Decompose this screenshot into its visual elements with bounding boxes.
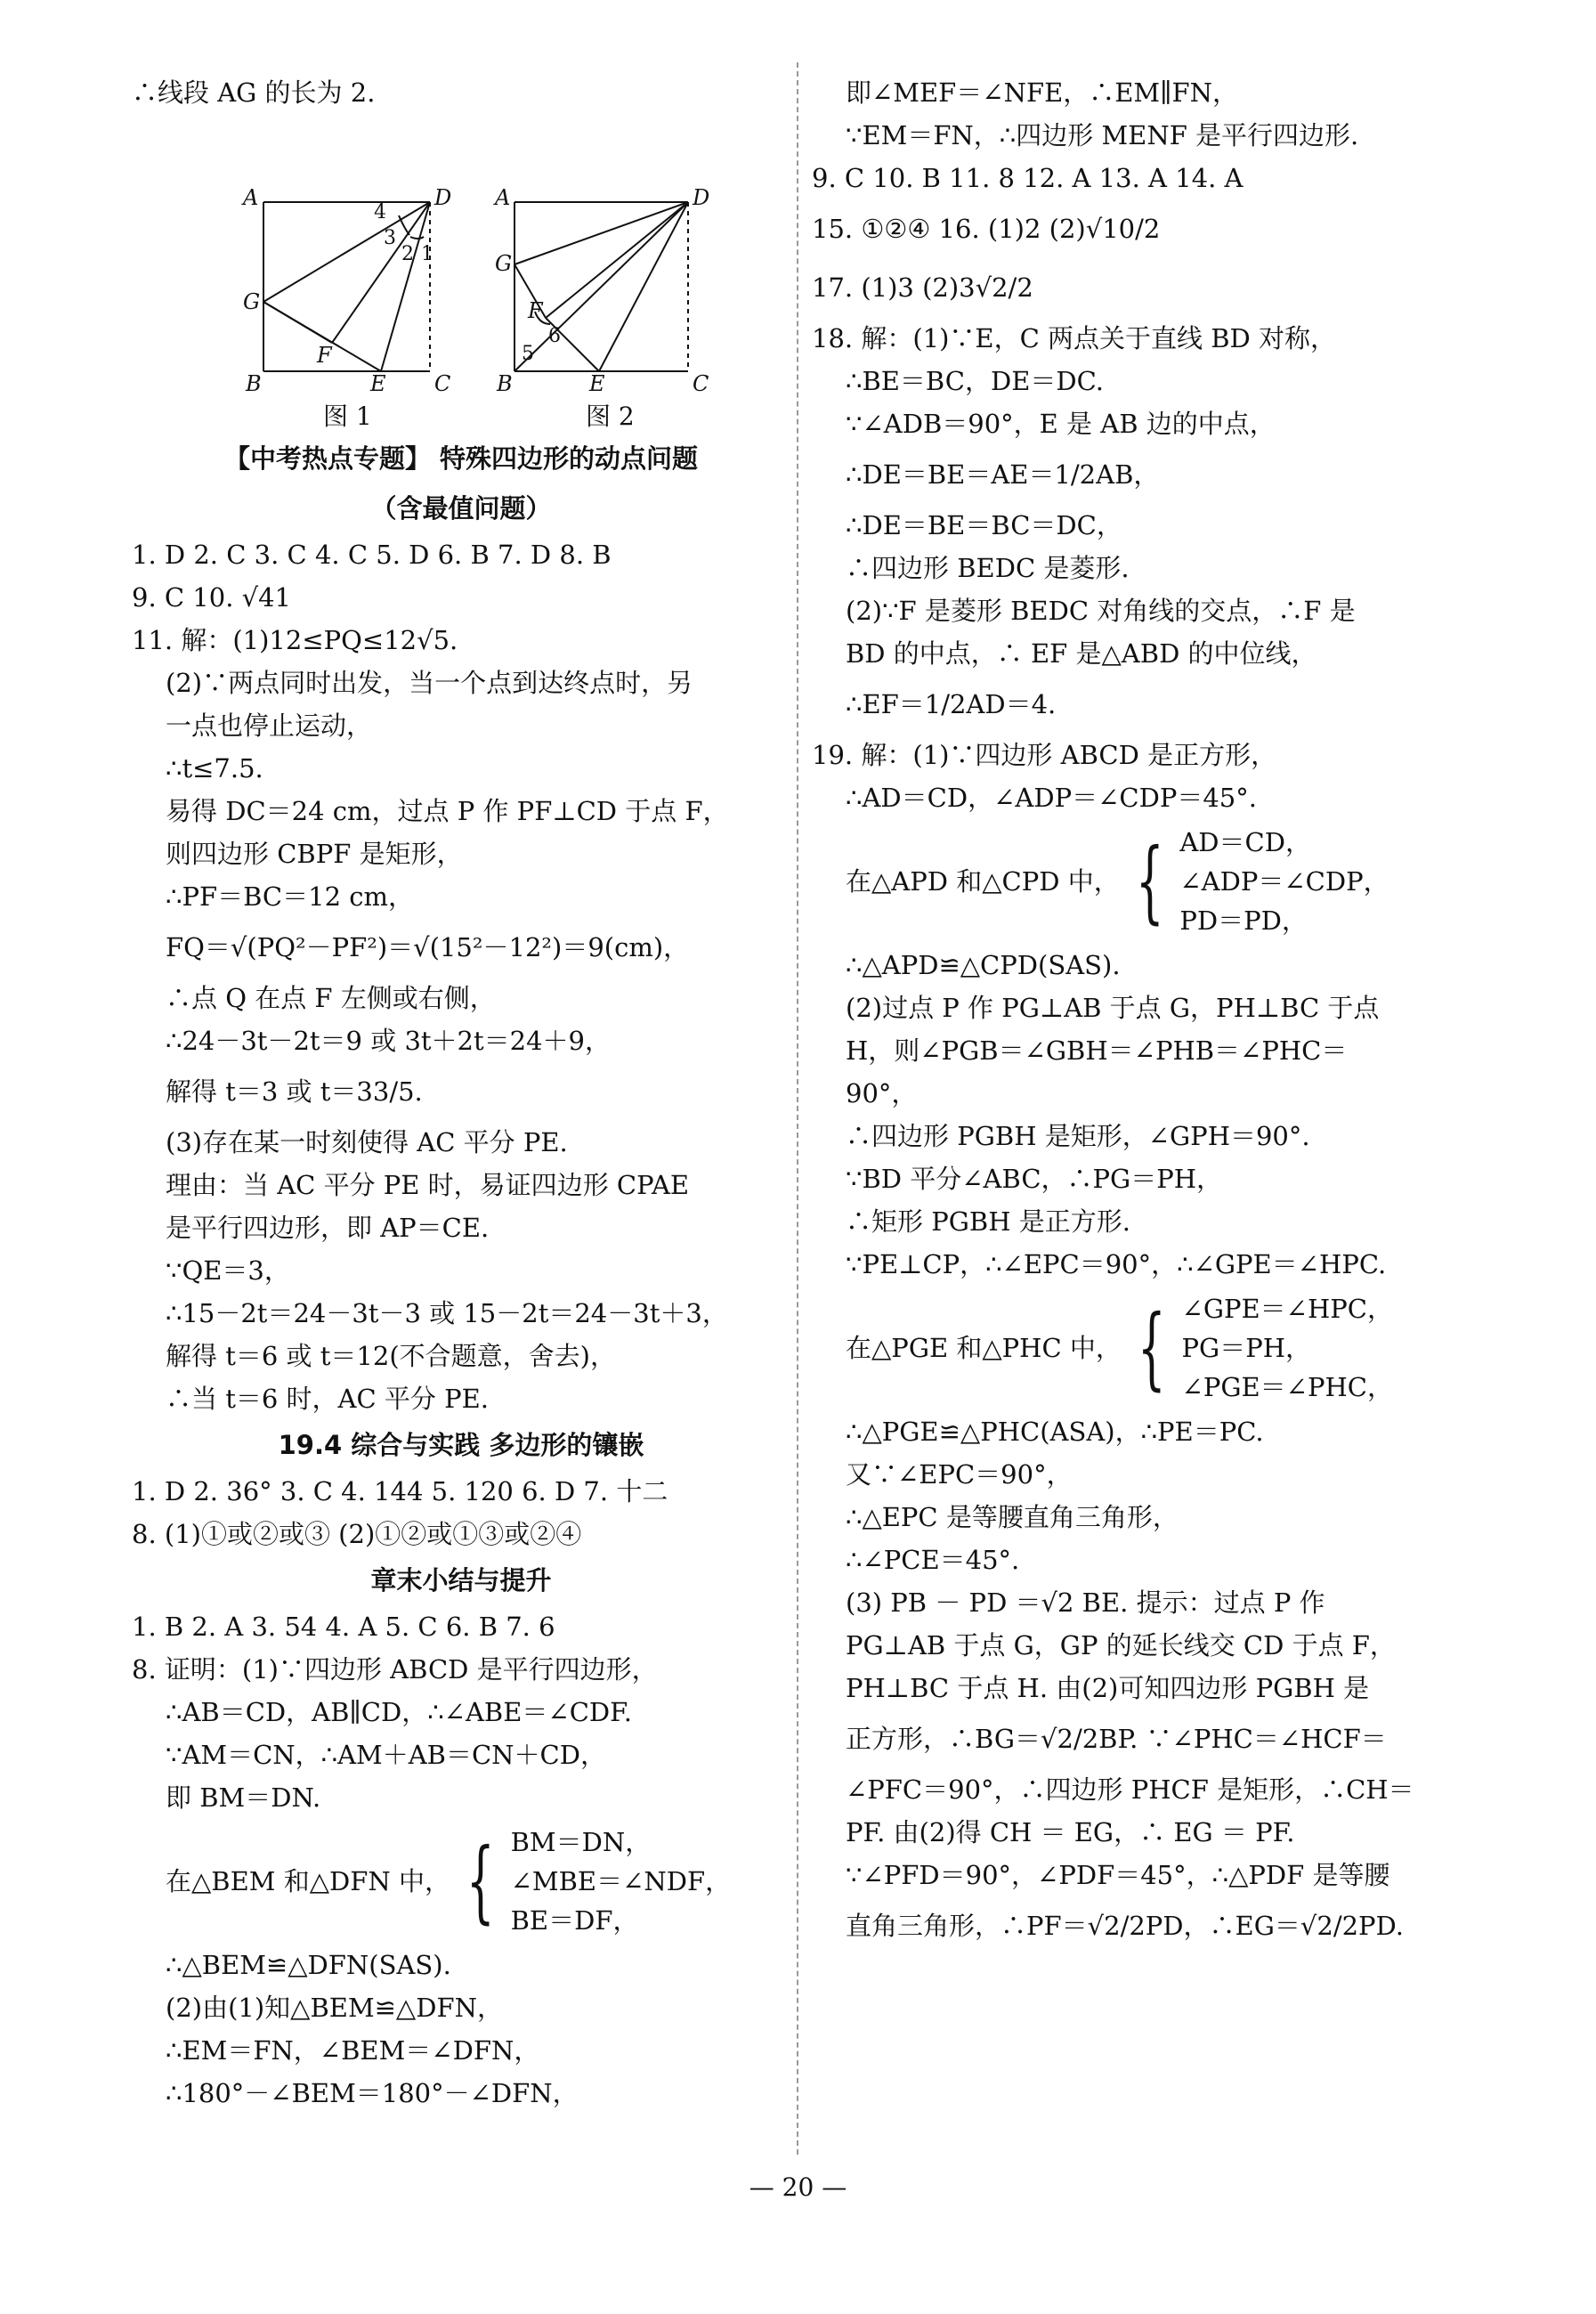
- solution-line: ∴BE＝BC，DE＝DC.: [846, 366, 1105, 396]
- solution-line: ∵QE＝3，: [166, 1255, 290, 1286]
- solution-line: (3) PB － PD ＝√2 BE. 提示：过点 P 作: [846, 1587, 1325, 1618]
- solution-line: ∴当 t＝6 时，AC 平分 PE.: [166, 1384, 490, 1414]
- answer-line: 9. C 10. B 11. 8 12. A 13. A 14. A: [812, 163, 1244, 193]
- solution-line: 一点也停止运动，: [166, 710, 373, 741]
- solution-line: ∴180°－∠BEM＝180°－∠DFN，: [166, 2078, 579, 2108]
- figure-1: [263, 202, 430, 371]
- solution-line: ∴t≤7.5.: [166, 753, 263, 784]
- solution-line: PF. 由(2)得 CH ＝ EG，∴ EG ＝ PF.: [846, 1817, 1295, 1847]
- fig1-label-A: A: [243, 185, 259, 210]
- section-subheading: （含最值问题）: [370, 493, 552, 524]
- system-row: BE＝DF，: [510, 1905, 639, 1936]
- fig2-label-E: E: [589, 371, 605, 396]
- answer-line: 9. C 10. √41: [132, 582, 292, 613]
- answer-line: 15. ①②④ 16. (1)2 (2)√10/2: [812, 214, 1161, 244]
- solution-line: (3)存在某一时刻使得 AC 平分 PE.: [166, 1127, 568, 1157]
- figures-svg: [132, 118, 790, 434]
- geometry-figures: [132, 118, 790, 434]
- solution-line: ∴AD＝CD，∠ADP＝∠CDP＝45°.: [846, 783, 1257, 813]
- fig2-label-G: G: [495, 251, 513, 276]
- answer-line: 1. D 2. 36° 3. C 4. 144 5. 120 6. D 7. 十二: [132, 1476, 668, 1506]
- solution-line: PG⊥AB 于点 G，GP 的延长线交 CD 于点 F，: [846, 1630, 1396, 1660]
- solution-line: ∵PE⊥CP，∴∠EPC＝90°，∴∠GPE＝∠HPC.: [846, 1249, 1387, 1279]
- solution-line: 8. 证明：(1)∵四边形 ABCD 是平行四边形，: [132, 1654, 658, 1685]
- right-column: [812, 71, 1470, 1955]
- solution-line: ∴AB＝CD，AB∥CD，∴∠ABE＝∠CDF.: [166, 1697, 632, 1727]
- solution-line: 又∵∠EPC＝90°，: [846, 1459, 1073, 1490]
- solution-line: 理由：当 AC 平分 PE 时，易证四边形 CPAE: [166, 1170, 690, 1200]
- solution-line: 18. 解：(1)∵E，C 两点关于直线 BD 对称，: [812, 323, 1336, 353]
- system-equations: [812, 819, 1470, 944]
- solution-line: 11. 解：(1)12≤PQ≤12√5.: [132, 625, 458, 655]
- solution-line: ∴DE＝BE＝AE＝1/2AB，: [846, 459, 1160, 490]
- system-intro: 在△APD 和△CPD 中，: [846, 866, 1120, 897]
- solution-line: (2)∵两点同时出发，当一个点到达终点时，另: [166, 668, 693, 698]
- solution-line: ∴15－2t＝24－3t－3 或 15－2t＝24－3t＋3，: [166, 1298, 728, 1328]
- figure-2: [514, 202, 688, 371]
- solution-line: ∴△BEM≌△DFN(SAS).: [166, 1950, 451, 1980]
- solution-line: ∵∠PFD＝90°，∠PDF＝45°，∴△PDF 是等腰: [846, 1860, 1390, 1890]
- answer-line: 1. B 2. A 3. 54 4. A 5. C 6. B 7. 6: [132, 1612, 555, 1642]
- system-rows: [1182, 1289, 1393, 1407]
- solution-line: ∴△PGE≌△PHC(ASA)，∴PE＝PC.: [846, 1417, 1264, 1447]
- solution-line: ∴矩形 PGBH 是正方形.: [846, 1206, 1130, 1237]
- system-row: PD＝PD，: [1179, 905, 1308, 936]
- solution-line: ∵∠ADB＝90°，E 是 AB 边的中点，: [846, 409, 1276, 439]
- solution-line: 是平行四边形，即 AP＝CE.: [166, 1213, 490, 1243]
- solution-line: 90°，: [846, 1078, 918, 1108]
- system-row: ∠PGE＝∠PHC，: [1181, 1372, 1393, 1402]
- solution-line: 即∠MEF＝∠NFE，∴EM∥FN，: [846, 77, 1239, 108]
- system-equations: [812, 1286, 1470, 1410]
- solution-line: FQ＝√(PQ²－PF²)＝√(15²－12²)＝9(cm)，: [166, 932, 690, 962]
- solution-line: (2)过点 P 作 PG⊥AB 于点 G，PH⊥BC 于点: [846, 993, 1380, 1023]
- fig1-label-D: D: [434, 185, 452, 210]
- system-equations: [132, 1819, 790, 1944]
- section-heading: 19.4 综合与实践 多边形的镶嵌: [278, 1430, 644, 1460]
- fig1-angle-4: 4: [374, 201, 386, 223]
- solution-line: 19. 解：(1)∵四边形 ABCD 是正方形，: [812, 740, 1277, 770]
- fig1-angle-1: 1: [421, 243, 433, 265]
- solution-line: (2)由(1)知△BEM≌△DFN，: [166, 1993, 503, 2023]
- system-rows: [511, 1823, 732, 1940]
- solution-line: ∵EM＝FN，∴四边形 MENF 是平行四边形.: [846, 120, 1359, 150]
- solution-line: 解得 t＝6 或 t＝12(不合题意，舍去)，: [166, 1341, 616, 1371]
- solution-line: ∴PF＝BC＝12 cm，: [166, 881, 414, 912]
- fig2-label-B: B: [497, 371, 513, 396]
- system-row: ∠ADP＝∠CDP，: [1179, 866, 1389, 897]
- solution-line: BD 的中点，∴ EF 是△ABD 的中位线，: [846, 638, 1317, 669]
- solution-line: ∴EM＝FN，∠BEM＝∠DFN，: [166, 2035, 540, 2066]
- fig1-label-G: G: [243, 289, 261, 314]
- solution-line: H，则∠PGB＝∠GBH＝∠PHB＝∠PHC＝: [846, 1035, 1348, 1066]
- text-line: ∴线段 AG 的长为 2.: [132, 77, 376, 108]
- brace: {: [1135, 829, 1164, 933]
- left-column: [132, 71, 790, 2115]
- fig1-angle-2: 2: [401, 243, 414, 265]
- solution-line: 则四边形 CBPF 是矩形，: [166, 839, 463, 869]
- answer-line: 1. D 2. C 3. C 4. C 5. D 6. B 7. D 8. B: [132, 540, 612, 570]
- solution-line: (2)∵F 是菱形 BEDC 对角线的交点，∴F 是: [846, 596, 1356, 626]
- solution-line: ∴△APD≌△CPD(SAS).: [846, 950, 1121, 980]
- solution-line: ∴△EPC 是等腰直角三角形，: [846, 1502, 1179, 1532]
- brace: {: [466, 1829, 495, 1933]
- solution-line: ∴EF＝1/2AD＝4.: [846, 689, 1057, 719]
- fig2-label-F: F: [528, 298, 543, 323]
- fig2-angle-5: 5: [522, 343, 534, 365]
- system-row: PG＝PH，: [1181, 1333, 1311, 1363]
- brace: {: [1137, 1295, 1166, 1400]
- system-rows: [1179, 823, 1389, 940]
- figure-1-caption: 图 1: [323, 402, 372, 431]
- solution-line: 正方形，∴BG＝√2/2BP. ∵∠PHC＝∠HCF＝: [846, 1724, 1387, 1754]
- system-intro: 在△PGE 和△PHC 中，: [846, 1333, 1122, 1363]
- solution-line: ∵BD 平分∠ABC，∴PG＝PH，: [846, 1164, 1222, 1194]
- system-row: BM＝DN，: [510, 1827, 652, 1857]
- system-row: ∠GPE＝∠HPC，: [1181, 1294, 1393, 1324]
- section-heading: 【中考热点专题】 特殊四边形的动点问题: [223, 443, 699, 474]
- solution-line: ∴24－3t－2t＝9 或 3t＋2t＝24＋9，: [166, 1026, 612, 1056]
- solution-line: 即 BM＝DN.: [166, 1782, 321, 1813]
- solution-line: 易得 DC＝24 cm，过点 P 作 PF⊥CD 于点 F，: [166, 796, 729, 826]
- solution-line: ∠PFC＝90°，∴四边形 PHCF 是矩形，∴CH＝: [846, 1774, 1414, 1805]
- system-intro: 在△BEM 和△DFN 中，: [166, 1866, 450, 1896]
- solution-line: ∴四边形 PGBH 是矩形，∠GPH＝90°.: [846, 1121, 1310, 1151]
- fig1-angle-3: 3: [384, 227, 396, 249]
- section-heading: 章末小结与提升: [370, 1565, 552, 1595]
- solution-line: ∴点 Q 在点 F 左侧或右侧，: [166, 983, 496, 1013]
- solution-line: PH⊥BC 于点 H. 由(2)可知四边形 PGBH 是: [846, 1673, 1370, 1703]
- answer-line: 8. (1)①或②或③ (2)①②或①③或②④: [132, 1519, 582, 1549]
- solution-line: 直角三角形，∴PF＝√2/2PD，∴EG＝√2/2PD.: [846, 1911, 1404, 1941]
- answer-line: 17. (1)3 (2)3√2/2: [812, 272, 1033, 303]
- solution-line: 解得 t＝3 或 t＝33/5.: [166, 1076, 423, 1107]
- fig2-label-C: C: [693, 371, 709, 396]
- solution-line: ∴∠PCE＝45°.: [846, 1545, 1020, 1575]
- solution-line: ∴DE＝BE＝BC＝DC，: [846, 510, 1122, 540]
- solution-line: ∴四边形 BEDC 是菱形.: [846, 553, 1130, 583]
- column-divider: [797, 62, 798, 2155]
- fig1-label-F: F: [317, 343, 332, 368]
- system-row: AD＝CD，: [1179, 827, 1311, 857]
- solution-line: ∵AM＝CN，∴AM＋AB＝CN＋CD，: [166, 1740, 606, 1770]
- page-number: — 20 —: [749, 2172, 847, 2202]
- fig2-label-D: D: [693, 185, 710, 210]
- fig1-label-E: E: [370, 371, 386, 396]
- fig1-label-B: B: [246, 371, 262, 396]
- figure-2-caption: 图 2: [586, 402, 635, 431]
- fig2-angle-6: 6: [548, 325, 561, 347]
- fig2-label-A: A: [495, 185, 511, 210]
- system-row: ∠MBE＝∠NDF，: [510, 1866, 732, 1896]
- fig1-label-C: C: [434, 371, 451, 396]
